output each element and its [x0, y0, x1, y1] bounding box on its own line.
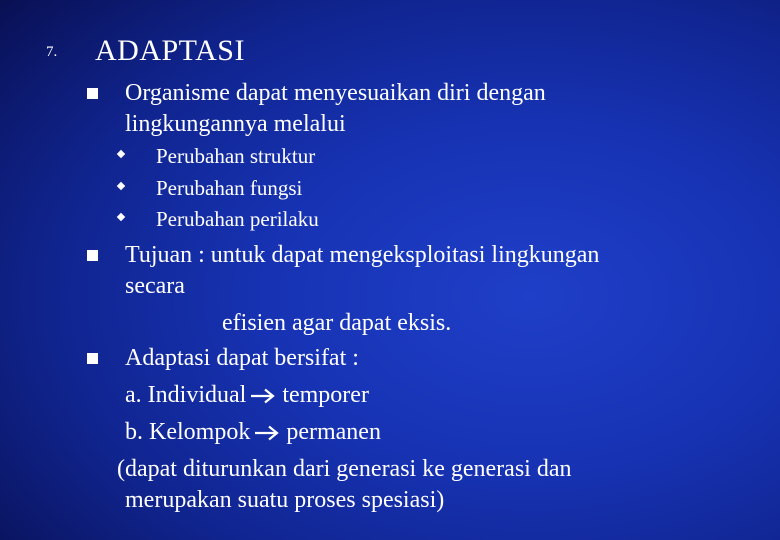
- diamond-bullet-icon: [117, 150, 125, 158]
- adaptation-type: a. Individual: [125, 382, 247, 408]
- square-bullet-icon: [87, 250, 98, 261]
- adaptation-item: [125, 380, 369, 411]
- right-arrow-icon: [248, 384, 278, 408]
- bullet-text: Organisme dapat menyesuaikan diri dengan: [125, 80, 546, 106]
- bullet-text: secara: [125, 273, 185, 299]
- sub-bullet-text: Perubahan perilaku: [156, 207, 319, 231]
- sub-bullet-text: Perubahan struktur: [156, 144, 316, 168]
- adaptation-item: [125, 417, 381, 448]
- slide-number: 7.: [46, 44, 58, 60]
- diamond-bullet-icon: [117, 182, 125, 190]
- diamond-bullet-icon: [117, 213, 125, 221]
- bullet-text: Tujuan : untuk dapat mengeksploitasi lingkungan: [125, 242, 600, 268]
- note-text: (dapat diturunkan dari generasi ke generasi dan: [117, 456, 572, 482]
- slide-title: ADAPTASI: [95, 34, 245, 67]
- adaptation-result: permanen: [286, 419, 381, 445]
- bullet-text: efisien agar dapat eksis.: [222, 310, 452, 336]
- bullet-text: lingkungannya melalui: [125, 111, 346, 137]
- square-bullet-icon: [87, 88, 98, 99]
- square-bullet-icon: [87, 353, 98, 364]
- adaptation-result: temporer: [282, 382, 369, 408]
- right-arrow-icon: [252, 421, 282, 445]
- sub-bullet-text: Perubahan fungsi: [156, 176, 303, 200]
- note-text: merupakan suatu proses spesiasi): [125, 487, 445, 513]
- adaptation-type: b. Kelompok: [125, 419, 251, 445]
- bullet-text: Adaptasi dapat bersifat :: [125, 345, 359, 371]
